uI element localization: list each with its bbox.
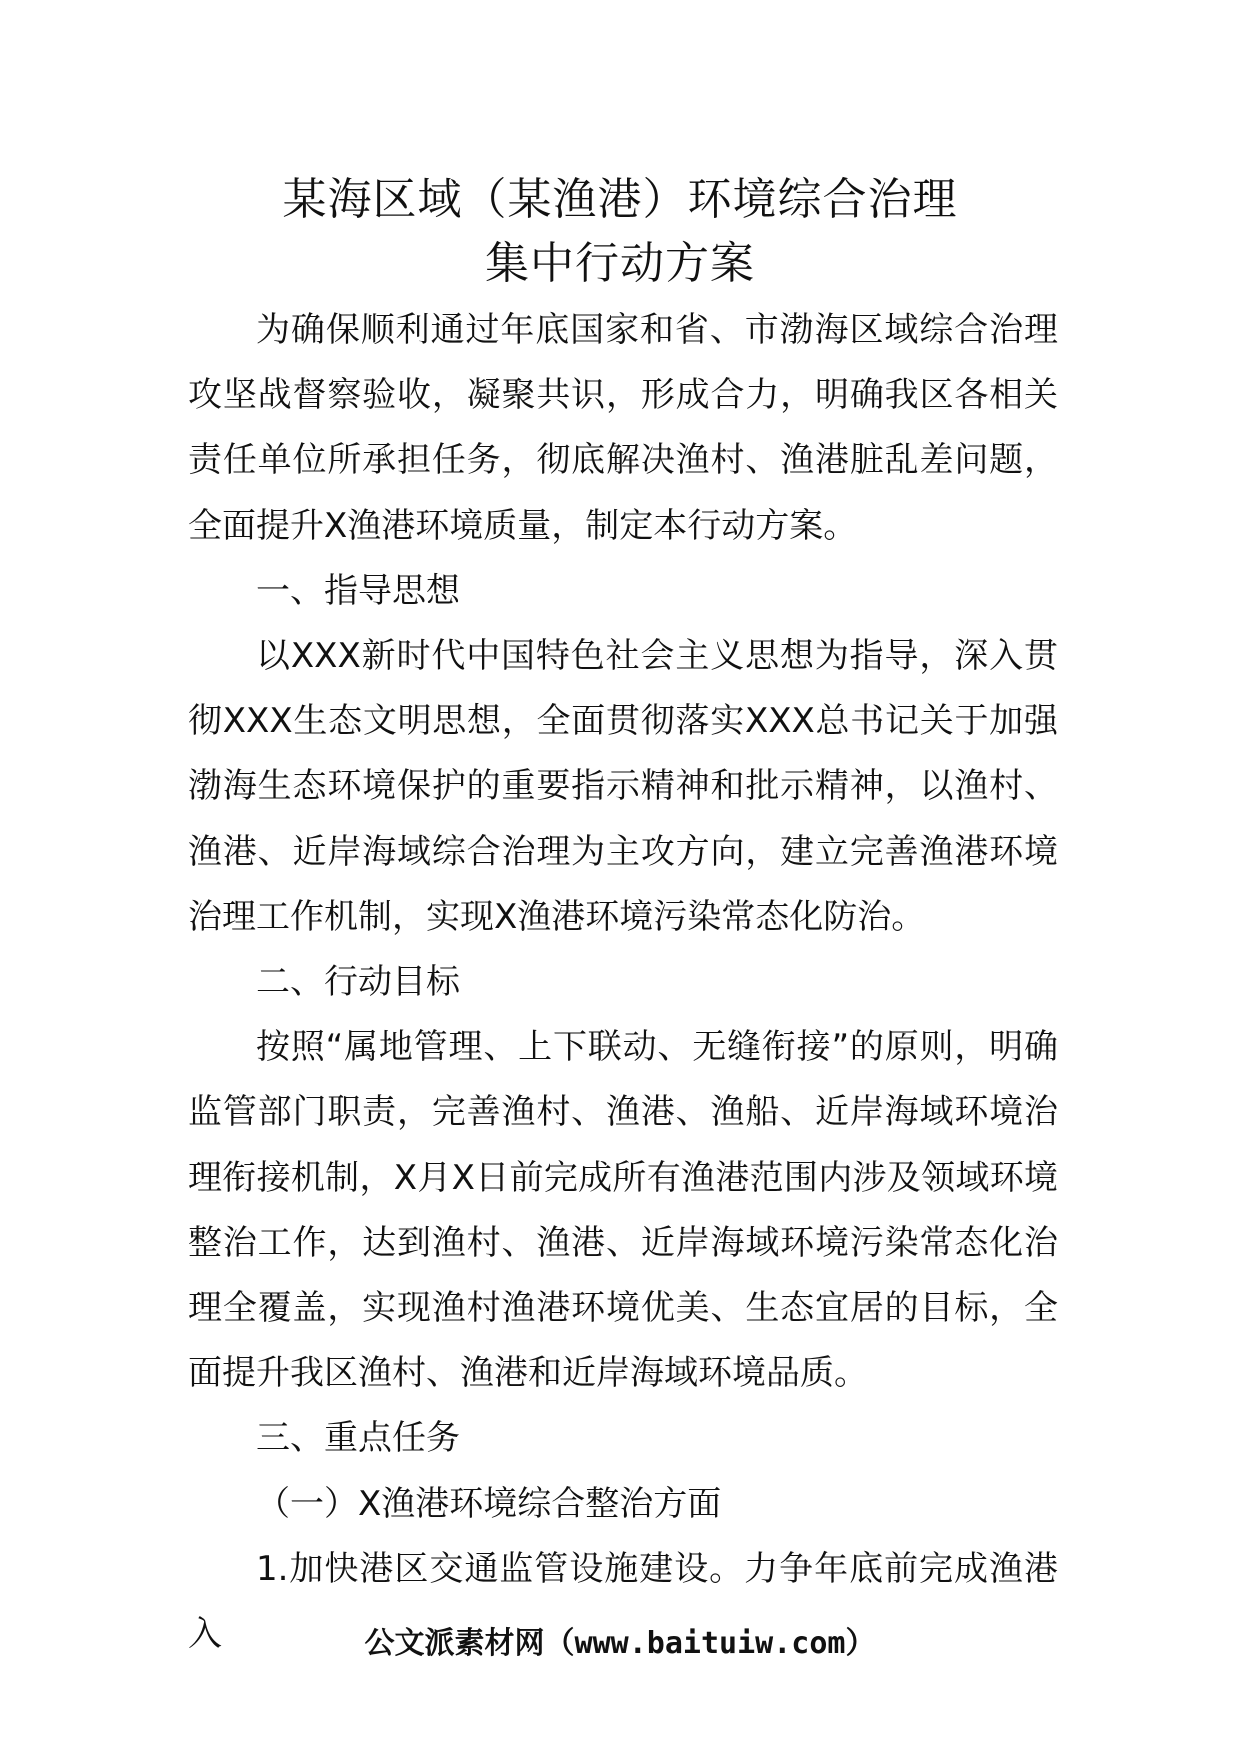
section-heading-guiding-thought: 一、指导思想 [256, 570, 460, 611]
section-heading-action-goals: 二、行动目标 [256, 962, 460, 1003]
paragraph-task-1: 1.加快港区交通监管设施建设。力争年底前完成渔港入 [188, 1548, 1058, 1655]
footer-site-name: 公文派素材网 [364, 1626, 545, 1661]
footer-close-paren: ） [845, 1626, 876, 1661]
footer-open-paren: （ [544, 1626, 575, 1661]
footer-watermark [0, 1624, 1240, 1664]
paragraph-intro: 为确保顺利通过年底国家和省、市渤海区域综合治理攻坚战督察验收，凝聚共识，形成合力，明确我区各相关责任单位所承担任务，彻底解决渔村、渔港脏乱差问题，全面提升X渔港环境质量，制定本行动方案。 [188, 310, 1058, 546]
paragraph-guiding-thought: 以XXX新时代中国特色社会主义思想为指导，深入贯彻XXX生态文明思想，全面贯彻落实XXX总书记关于加强渤海生态环境保护的重要指示精神和批示精神，以渔村、渔港、近岸海域综合治理为主攻方向，建立完善渔港环境治理工作机制，实现X渔港环境污染常态化防治。 [188, 636, 1058, 937]
footer-url: www.baituiw.com [574, 1626, 846, 1661]
section-heading-key-tasks: 三、重点任务 [256, 1418, 460, 1459]
subsection-heading-port-remediation: （一）X渔港环境综合整治方面 [256, 1483, 722, 1524]
document-title-line-2: 集中行动方案 [485, 238, 755, 289]
document-title-line-1: 某海区域（某渔港）环境综合治理 [282, 174, 958, 225]
paragraph-action-goals: 按照“属地管理、上下联动、无缝衔接”的原则，明确监管部门职责，完善渔村、渔港、渔船、近岸海域环境治理衔接机制，X月X日前完成所有渔港范围内涉及领域环境整治工作，达到渔村、渔港、近岸海域环境污染常态化治理全覆盖，实现渔村渔港环境优美、生态宜居的目标，全面提升我区渔村、渔港和近岸海域环境品质。 [188, 1027, 1058, 1394]
document-body [188, 298, 1058, 1667]
